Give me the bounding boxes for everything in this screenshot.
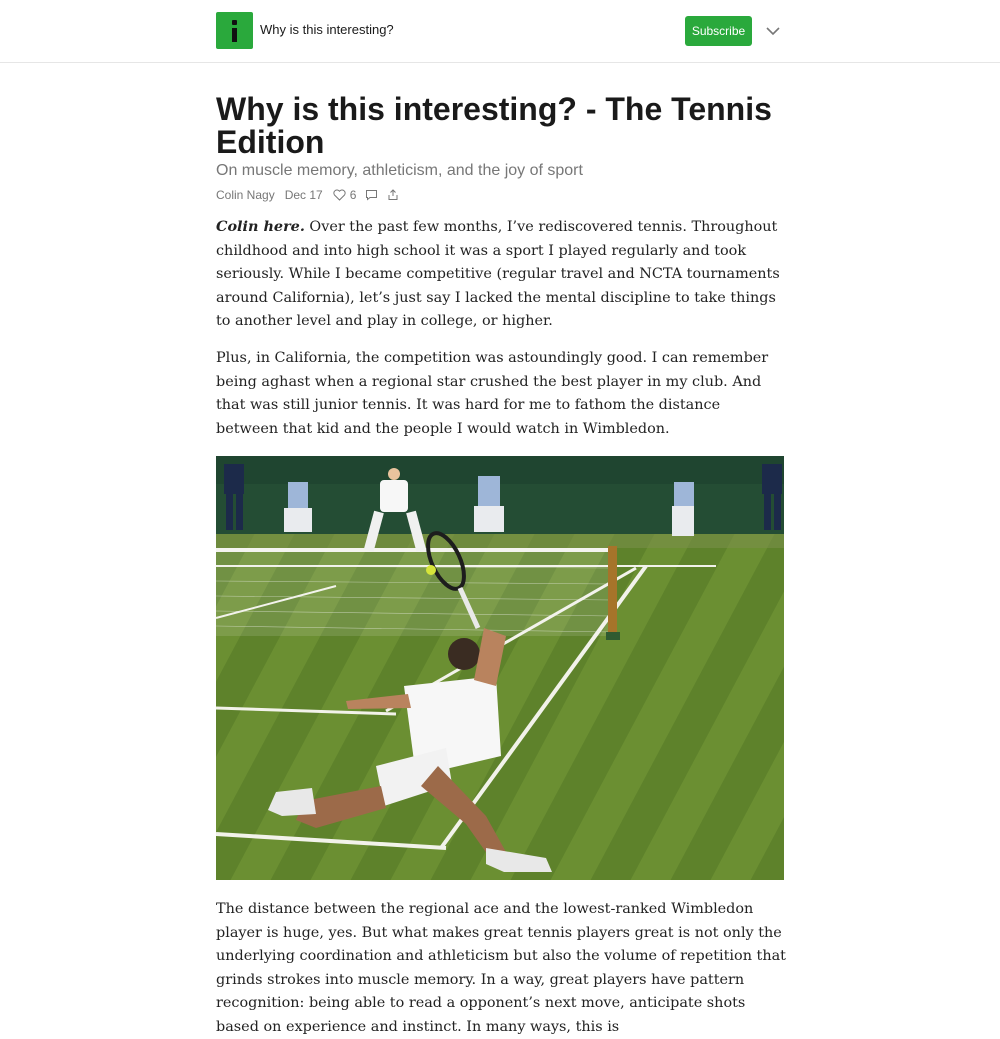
subscribe-button[interactable]: Subscribe <box>685 16 752 46</box>
paragraph-text: Over the past few months, I’ve rediscovered tennis. Throughout childhood and into high school it was a sport I played regularly and took seriously. While I became competitive (regular travel and NCTA tournaments around California), let’s just say I lacked the mental discipline to take things to another level and play in college, or higher. <box>216 219 780 329</box>
chevron-down-icon[interactable] <box>763 23 783 39</box>
body-paragraph: Plus, in California, the competition was astoundingly good. I can remember being aghast when a regional star crushed the best player in my club. And that was still junior tennis. It was hard for me to fathom the distance between that kid and the people I would watch in Wimbledon. <box>216 350 769 437</box>
paragraph-lead: Colin here. <box>216 218 305 235</box>
comment-icon <box>365 189 378 201</box>
publication-logo[interactable] <box>216 12 253 49</box>
post-title: Why is this interesting? - The Tennis Edition <box>216 91 772 160</box>
comment-button[interactable] <box>365 189 378 201</box>
share-button[interactable] <box>387 189 399 201</box>
post-date: Dec 17 <box>284 188 323 202</box>
share-icon <box>387 189 399 201</box>
author-name[interactable]: Colin Nagy <box>216 188 275 202</box>
body-paragraph <box>216 215 786 334</box>
like-button[interactable] <box>333 188 357 202</box>
publication-name[interactable]: Why is this interesting? <box>260 22 394 37</box>
post-subtitle: On muscle memory, athleticism, and the joy of sport <box>216 162 583 179</box>
logo-letter-dot <box>232 20 237 25</box>
body-paragraph: The distance between the regional ace and the lowest-ranked Wimbledon player is huge, yes. But what makes great tennis players great is not only the underlying coordination and athleticism but also the volume of repetition that grinds strokes into muscle memory. In a way, great players have pattern recognition: being able to read a opponent’s next move, anticipate shots based on experience and instinct. In many ways, this is <box>216 901 786 1035</box>
like-count: 6 <box>349 188 357 202</box>
tennis-photo-illustration <box>216 456 784 880</box>
heart-icon <box>333 189 346 201</box>
tennis-photo[interactable] <box>216 456 784 880</box>
post-meta <box>216 187 399 203</box>
top-navigation-bar <box>0 0 1000 63</box>
logo-letter-stem <box>232 28 237 42</box>
